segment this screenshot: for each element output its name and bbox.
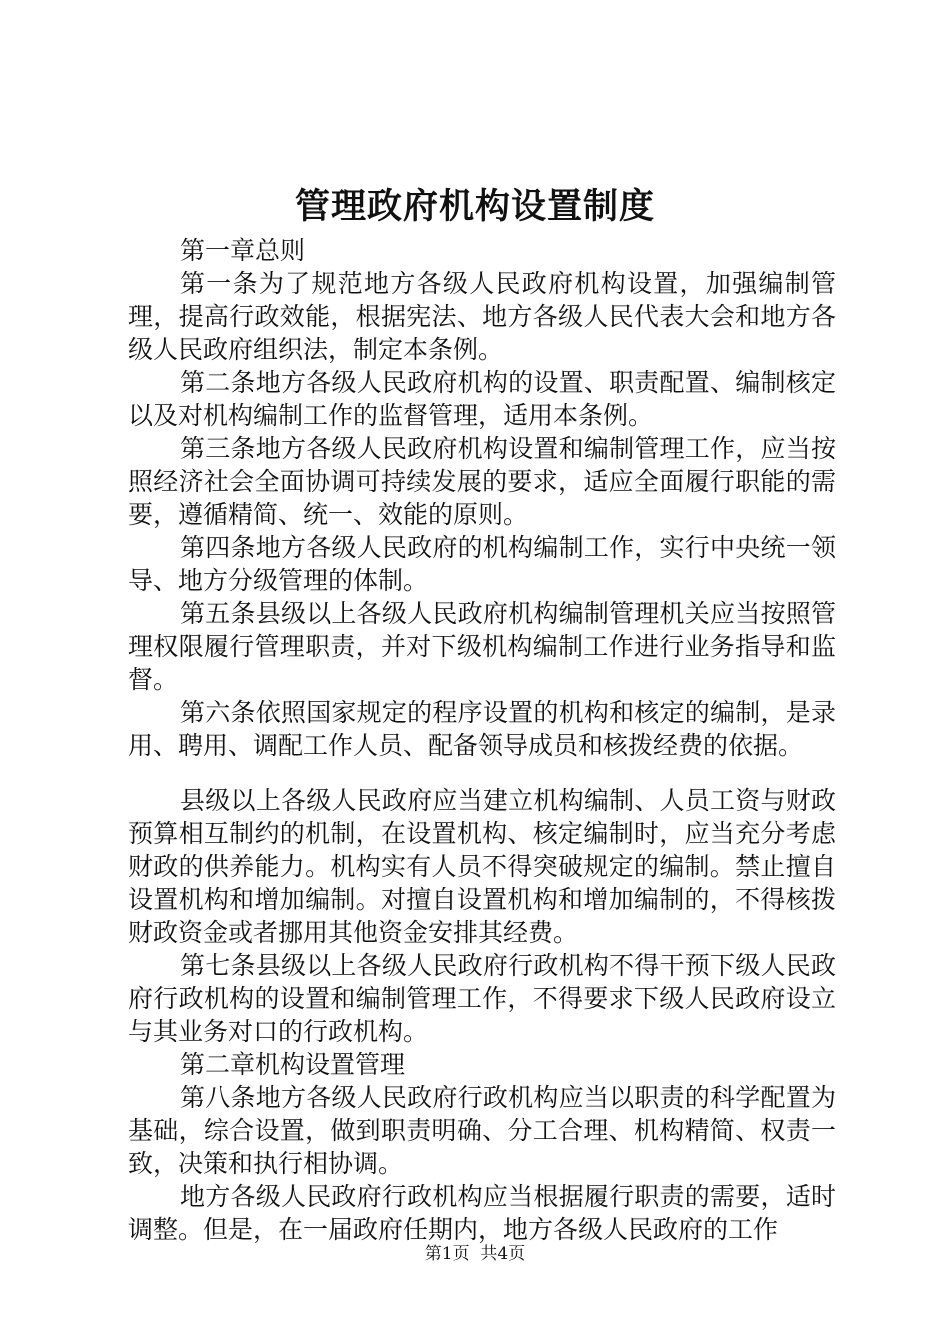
chapter-heading: 第二章机构设置管理	[180, 1050, 406, 1079]
page-footer	[0, 1242, 950, 1266]
article-paragraph: 第五条县级以上各级人民政府机构编制管理机关应当按照管理权限履行管理职责，并对下级机构编制工作进行业务指导和监督。	[128, 599, 836, 694]
article-paragraph: 第六条依照国家规定的程序设置的机构和核定的编制，是录用、聘用、调配工作人员、配备领导成员和核拨经费的依据。	[128, 698, 836, 760]
article-paragraph: 第二条地方各级人民政府机构的设置、职责配置、编制核定以及对机构编制工作的监督管理，适用本条例。	[128, 368, 836, 430]
article-paragraph: 第七条县级以上各级人民政府行政机构不得干预下级人民政府行政机构的设置和编制管理工作，不得要求下级人民政府设立与其业务对口的行政机构。	[128, 951, 836, 1046]
article-paragraph: 第八条地方各级人民政府行政机构应当以职责的科学配置为基础，综合设置，做到职责明确、分工合理、机构精简、权责一致，决策和执行相协调。	[128, 1083, 836, 1178]
page-number: 第1页	[424, 1244, 470, 1264]
document-body	[128, 234, 836, 1246]
page-total: 共4页	[480, 1244, 526, 1264]
article-paragraph: 地方各级人民政府行政机构应当根据履行职责的需要，适时调整。但是，在一届政府任期内，地方各级人民政府的工作	[128, 1182, 836, 1244]
chapter-heading: 第一章总则	[180, 236, 306, 265]
article-paragraph: 第一条为了规范地方各级人民政府机构设置，加强编制管理，提高行政效能，根据宪法、地方各级人民代表大会和地方各级人民政府组织法，制定本条例。	[128, 269, 836, 364]
paragraph-gap	[128, 762, 836, 784]
article-paragraph: 第三条地方各级人民政府机构设置和编制管理工作，应当按照经济社会全面协调可持续发展的要求，适应全面履行职能的需要，遵循精简、统一、效能的原则。	[128, 434, 836, 529]
article-paragraph: 县级以上各级人民政府应当建立机构编制、人员工资与财政预算相互制约的机制，在设置机构、核定编制时，应当充分考虑财政的供养能力。机构实有人员不得突破规定的编制。禁止擅自设置机构和增加编制。对擅自设置机构和增加编制的，不得核拨财政资金或者挪用其他资金安排其经费。	[128, 786, 836, 947]
document-title: 管理政府机构设置制度	[294, 186, 655, 227]
article-paragraph: 第四条地方各级人民政府的机构编制工作，实行中央统一领导、地方分级管理的体制。	[128, 533, 836, 595]
